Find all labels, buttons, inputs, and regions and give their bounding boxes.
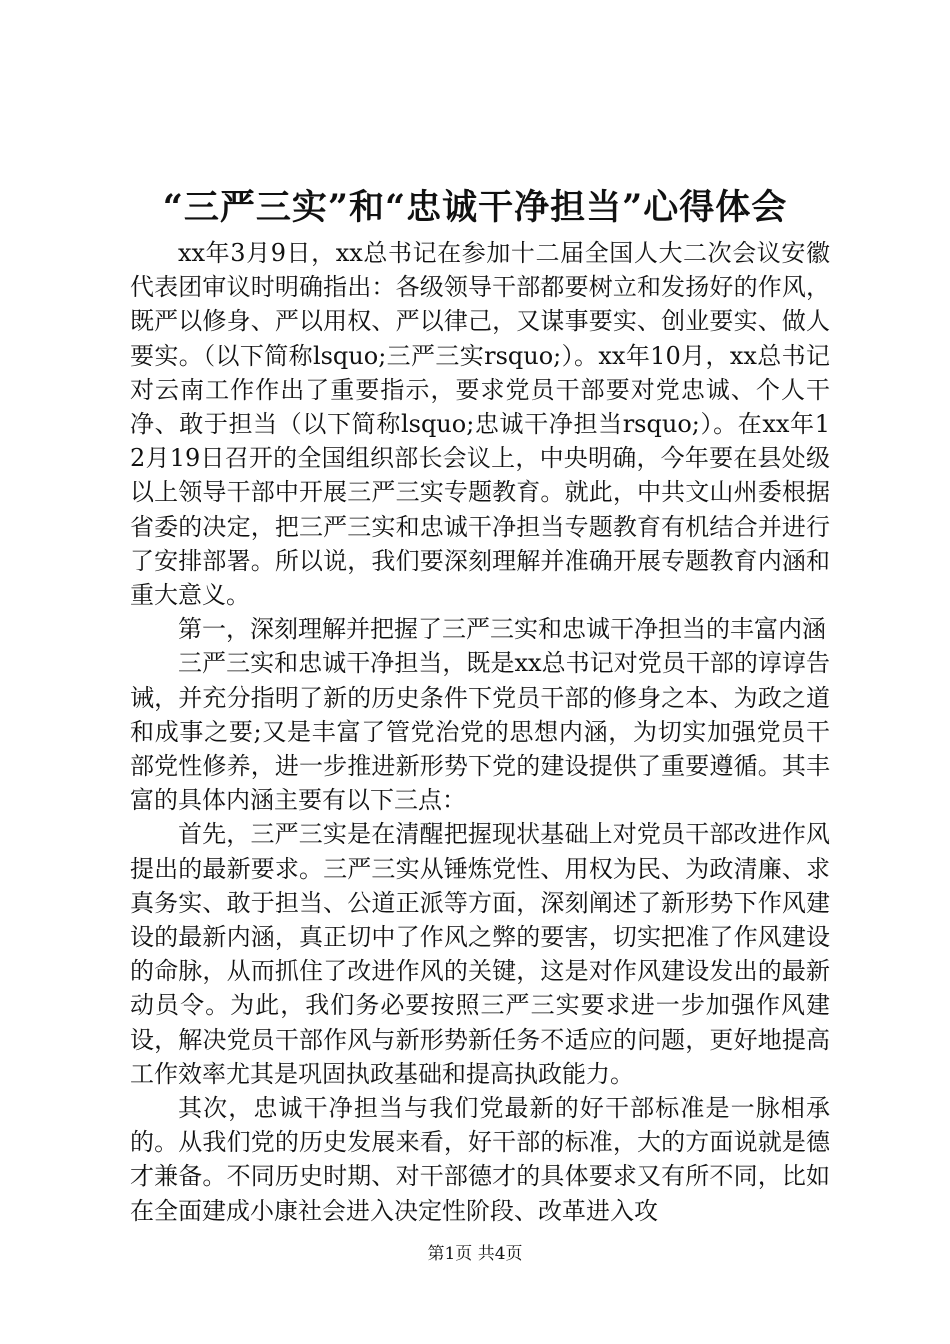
paragraph-intro: xx年3月9日，xx总书记在参加十二届全国人大二次会议安徽代表团审议时明确指出：各级领导干部都要树立和发扬好的作风，既严以修身、严以用权、严以律己，又谋事要实、创业要实、做人要实。（以下简称lsquo;三严三实rsquo;）。xx年10月，xx总书记对云南工作作出了重要指示，要求党员干部要对党忠诚、个人干净、敢于担当（以下简称lsquo;忠诚干净担当rsquo;）。在xx年12月19日召开的全国组织部长会议上，中央明确，今年要在县处级以上领导干部中开展三严三实专题教育。就此，中共文山州委根据省委的决定，把三严三实和忠诚干净担当专题教育有机结合并进行了安排部署。所以说，我们要深刻理解并准确开展专题教育内涵和重大意义。 <box>130 239 830 610</box>
document-title: “三严三实”和“忠诚干净担当”心得体会 <box>162 187 788 228</box>
paragraph-connotation: 三严三实和忠诚干净担当，既是xx总书记对党员干部的谆谆告诫，并充分指明了新的历史条件下党员干部的修身之本、为政之道和成事之要;又是丰富了管党治党的思想内涵，为切实加强党员干部党性修养，进一步推进新形势下党的建设提供了重要遵循。其丰富的具体内涵主要有以下三点： <box>130 649 830 815</box>
paragraph-section-heading: 第一，深刻理解并把握了三严三实和忠诚干净担当的丰富内涵 <box>178 615 826 644</box>
document-body <box>130 236 830 1228</box>
paragraph-second-point: 其次，忠诚干净担当与我们党最新的好干部标准是一脉相承的。从我们党的历史发展来看，好干部的标准，大的方面说就是德才兼备。不同历史时期、对干部德才的具体要求又有所不同，比如在全面建成小康社会进入决定性阶段、改革进入攻 <box>130 1094 830 1225</box>
page-number: 第1页 共4页 <box>427 1244 523 1264</box>
paragraph-first-point: 首先，三严三实是在清醒把握现状基础上对党员干部改进作风提出的最新要求。三严三实从锤炼党性、用权为民、为政清廉、求真务实、敢于担当、公道正派等方面，深刻阐述了新形势下作风建设的最新内涵，真正切中了作风之弊的要害，切实把准了作风建设的命脉，从而抓住了改进作风的关键，这是对作风建设发出的最新动员令。为此，我们务必要按照三严三实要求进一步加强作风建设，解决党员干部作风与新形势新任务不适应的问题，更好地提高工作效率尤其是巩固执政基础和提高执政能力。 <box>130 820 830 1088</box>
